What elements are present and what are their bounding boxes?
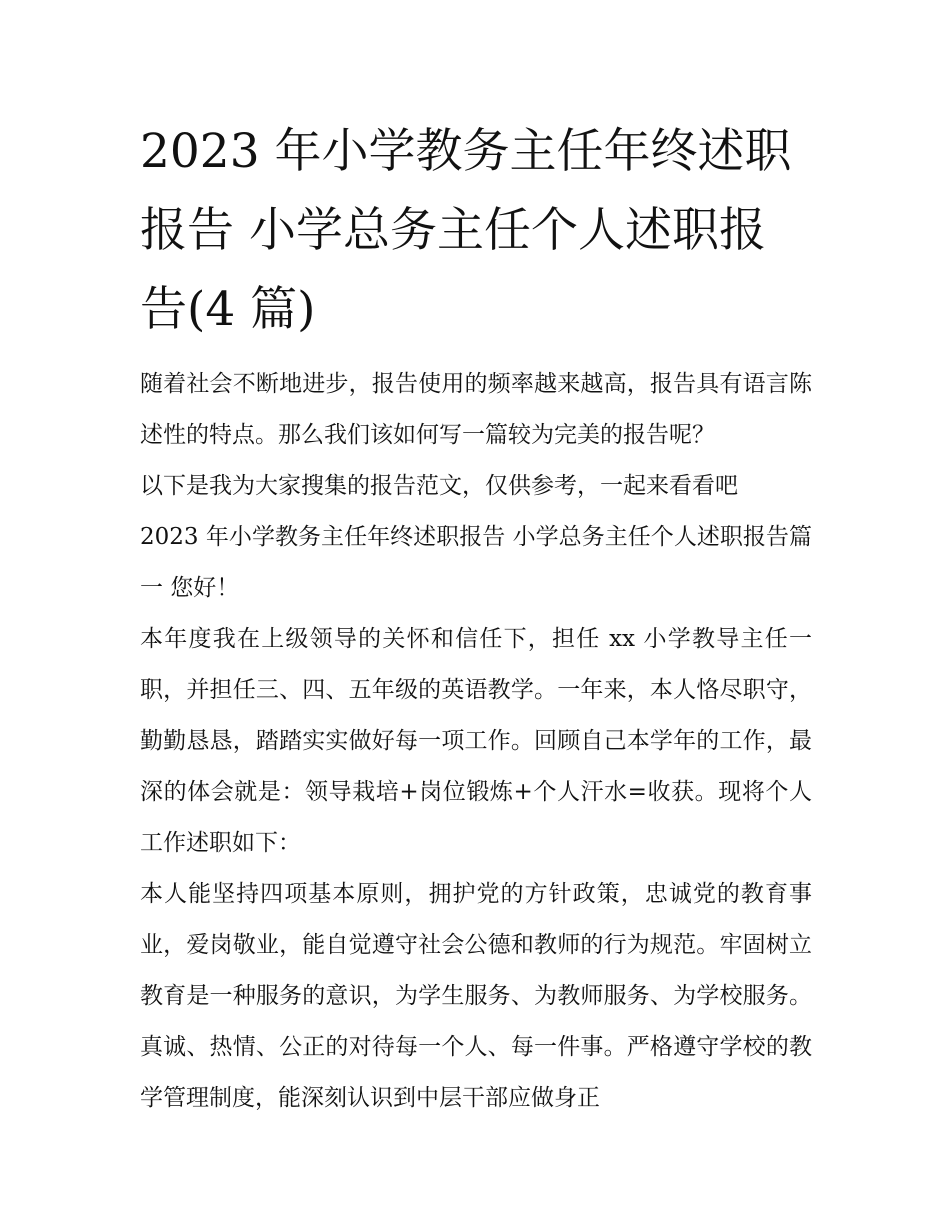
paragraph-reference: 以下是我为大家搜集的报告范文，仅供参考，一起来看看吧 — [140, 473, 738, 499]
document-content — [140, 112, 812, 1124]
paragraph-principles: 本人能坚持四项基本原则，拥护党的方针政策，忠诚党的教育事业，爱岗敬业，能自觉遵守社会公德和教师的行为规范。牢固树立教育是一种服务的意识，为学生服务、为教师服务、为学校服务。真诚、热情、公正的对待每一个人、每一件事。严格遵守学校的教学管理制度，能深刻认识到中层干部应做身正 — [140, 881, 812, 1111]
title-line-1: 2023 年小学教务主任年终述职 — [140, 124, 792, 179]
paragraph-heading-first: 2023 年小学教务主任年终述职报告 小学总务主任个人述职报告篇一 您好！ — [140, 524, 812, 601]
document-body — [140, 359, 812, 1124]
document-title — [140, 112, 812, 349]
paragraph-duties: 本年度我在上级领导的关怀和信任下，担任 xx 小学教导主任一职，并担任三、四、五年级的英语教学。一年来，本人恪尽职守，勤勤恳恳，踏踏实实做好每一项工作。回顾自己本学年的工作，最深的体会就是：领导栽培+岗位锻炼+个人汗水=收获。现将个人工作述职如下： — [140, 626, 812, 856]
title-line-3: 告(4 篇) — [140, 282, 316, 337]
title-line-2: 报告 小学总务主任个人述职报 — [140, 203, 766, 258]
paragraph-intro: 随着社会不断地进步，报告使用的频率越来越高，报告具有语言陈述性的特点。那么我们该如何写一篇较为完美的报告呢？ — [140, 371, 812, 448]
